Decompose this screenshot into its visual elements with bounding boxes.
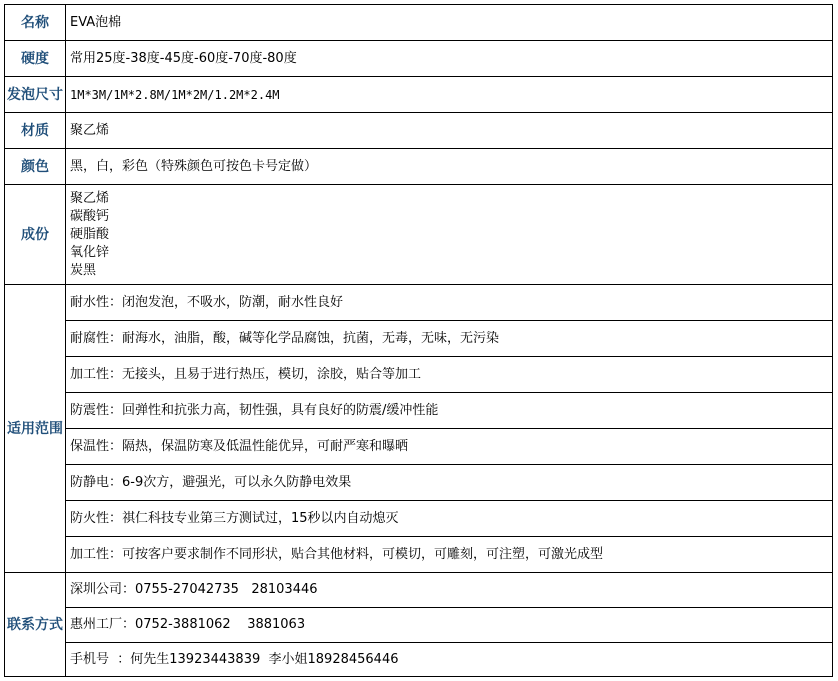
row-scope-3 [5, 357, 833, 393]
scope-item-fire[interactable]: 防火性：祺仁科技专业第三方测试过，15秒以内自动熄灭 [66, 501, 833, 537]
scope-item-processing[interactable]: 加工性：无接头，且易于进行热压，模切，涂胶，贴合等加工 [66, 357, 833, 393]
row-scope-8 [5, 537, 833, 573]
row-size [5, 77, 833, 113]
spec-sheet [4, 4, 833, 677]
contact-mobile[interactable]: 手机号 ：何先生13923443839 李小姐18928456446 [66, 643, 833, 677]
label-composition: 成份 [5, 185, 66, 285]
row-color [5, 149, 833, 185]
composition-list [70, 190, 828, 280]
value-color[interactable]: 黑，白，彩色（特殊颜色可按色卡号定做） [66, 149, 833, 185]
label-scope: 适用范围 [5, 285, 66, 573]
label-color: 颜色 [5, 149, 66, 185]
row-scope-4 [5, 393, 833, 429]
composition-item: 氧化锌 [70, 244, 110, 260]
scope-item-antistatic[interactable]: 防静电：6-9次方，避强光，可以永久防静电效果 [66, 465, 833, 501]
row-scope-7 [5, 501, 833, 537]
value-hardness[interactable]: 常用25度-38度-45度-60度-70度-80度 [66, 41, 833, 77]
label-material: 材质 [5, 113, 66, 149]
scope-item-water[interactable]: 耐水性：闭泡发泡，不吸水，防潮，耐水性良好 [66, 285, 833, 321]
label-size: 发泡尺寸 [5, 77, 66, 113]
value-size[interactable]: 1M*3M/1M*2.8M/1M*2M/1.2M*2.4M [66, 77, 833, 113]
label-name: 名称 [5, 5, 66, 41]
composition-item: 硬脂酸 [70, 226, 110, 242]
contact-shenzhen[interactable]: 深圳公司：0755-27042735 28103446 [66, 573, 833, 608]
value-composition[interactable] [66, 185, 833, 285]
contact-huizhou[interactable]: 惠州工厂：0752-3881062 3881063 [66, 608, 833, 643]
value-name[interactable]: EVA泡棉 [66, 5, 833, 41]
scope-item-insulation[interactable]: 保温性：隔热，保温防寒及低温性能优异，可耐严寒和曝晒 [66, 429, 833, 465]
row-scope-1 [5, 285, 833, 321]
composition-item: 聚乙烯 [70, 190, 110, 206]
row-composition [5, 185, 833, 285]
row-contact-3 [5, 643, 833, 677]
row-name [5, 5, 833, 41]
scope-item-corrosion[interactable]: 耐腐性：耐海水，油脂，酸，碱等化学品腐蚀，抗菌，无毒，无味，无污染 [66, 321, 833, 357]
row-hardness [5, 41, 833, 77]
row-contact-1 [5, 573, 833, 608]
scope-item-shock[interactable]: 防震性：回弹性和抗张力高，韧性强，具有良好的防震/缓冲性能 [66, 393, 833, 429]
row-scope-5 [5, 429, 833, 465]
label-contact: 联系方式 [5, 573, 66, 677]
row-contact-2 [5, 608, 833, 643]
row-scope-6 [5, 465, 833, 501]
row-scope-2 [5, 321, 833, 357]
scope-item-custom[interactable]: 加工性：可按客户要求制作不同形状，贴合其他材料，可模切，可雕刻，可注塑，可激光成型 [66, 537, 833, 573]
label-hardness: 硬度 [5, 41, 66, 77]
row-material [5, 113, 833, 149]
composition-item: 碳酸钙 [70, 208, 110, 224]
spec-table [4, 4, 833, 677]
value-material[interactable]: 聚乙烯 [66, 113, 833, 149]
composition-item: 炭黑 [70, 262, 97, 278]
